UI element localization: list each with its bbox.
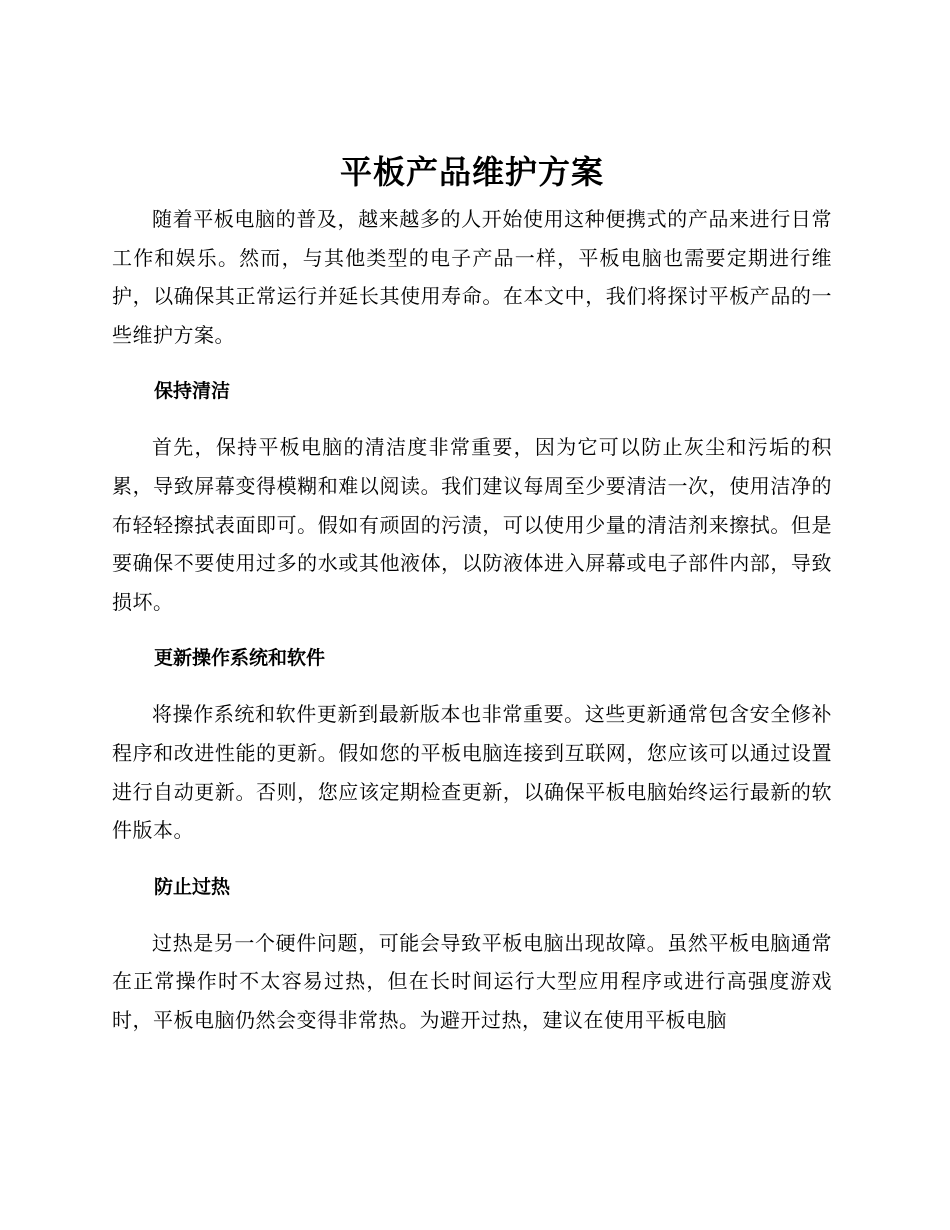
section-updates (112, 645, 832, 849)
section-heading: 更新操作系统和软件 (154, 647, 326, 670)
section-paragraph: 将操作系统和软件更新到最新版本也非常重要。这些更新通常包含安全修补程序和改进性能的更新。假如您的平板电脑连接到互联网，您应该可以通过设置进行自动更新。否则，您应该定期检查更新，以确保平板电脑始终运行最新的软件版本。 (112, 702, 832, 843)
section-overheating (112, 874, 832, 1040)
section-cleaning (112, 378, 832, 621)
section-heading: 保持清洁 (154, 380, 231, 403)
section-paragraph: 首先，保持平板电脑的清洁度非常重要，因为它可以防止灰尘和污垢的积累，导致屏幕变得模糊和难以阅读。我们建议每周至少要清洁一次，使用洁净的布轻轻擦拭表面即可。假如有顽固的污渍，可以使用少量的清洁剂来擦拭。但是要确保不要使用过多的水或其他液体，以防液体进入屏幕或电子部件内部，导致损坏。 (112, 435, 832, 614)
document-page (112, 150, 832, 1040)
section-paragraph: 过热是另一个硬件问题，可能会导致平板电脑出现故障。虽然平板电脑通常在正常操作时不太容易过热，但在长时间运行大型应用程序或进行高强度游戏时，平板电脑仍然会变得非常热。为避开过热，建议在使用平板电脑 (112, 930, 832, 1032)
document-title: 平板产品维护方案 (339, 153, 604, 191)
intro-paragraph: 随着平板电脑的普及，越来越多的人开始使用这种便携式的产品来进行日常工作和娱乐。然而，与其他类型的电子产品一样，平板电脑也需要定期进行维护，以确保其正常运行并延长其使用寿命。在本文中，我们将探讨平板产品的一些维护方案。 (112, 207, 832, 347)
section-heading: 防止过热 (154, 875, 231, 898)
